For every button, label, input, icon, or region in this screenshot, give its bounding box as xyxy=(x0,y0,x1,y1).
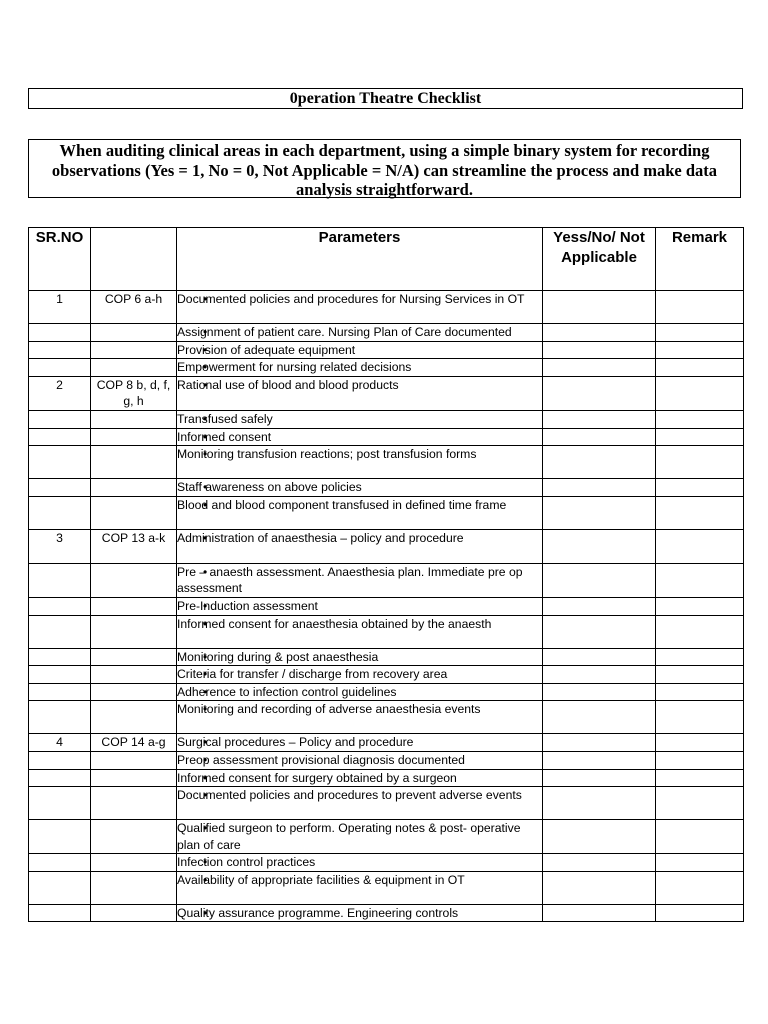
remark-cell[interactable] xyxy=(656,359,744,377)
sr-no-cell xyxy=(29,410,91,428)
sr-no-cell xyxy=(29,446,91,479)
table-row xyxy=(29,666,744,684)
parameter-cell: • Preop assessment provisional diagnosis documented xyxy=(177,751,543,769)
status-cell[interactable] xyxy=(543,683,656,701)
sr-no-cell xyxy=(29,820,91,854)
table-row xyxy=(29,376,744,410)
header-parameters: Parameters xyxy=(177,228,543,291)
remark-cell[interactable] xyxy=(656,769,744,787)
table-row xyxy=(29,291,744,324)
remark-cell[interactable] xyxy=(656,666,744,684)
status-cell[interactable] xyxy=(543,376,656,410)
remark-cell[interactable] xyxy=(656,904,744,922)
sr-no-cell xyxy=(29,341,91,359)
status-cell[interactable] xyxy=(543,446,656,479)
sr-no-cell xyxy=(29,615,91,648)
status-cell[interactable] xyxy=(543,597,656,615)
cop-code-cell xyxy=(91,820,177,854)
table-row xyxy=(29,683,744,701)
remark-cell[interactable] xyxy=(656,291,744,324)
parameter-cell: • Administration of anaesthesia – policy and procedure xyxy=(177,529,543,563)
parameter-cell: • Availability of appropriate facilities & equipment in OT xyxy=(177,871,543,904)
sr-no-cell xyxy=(29,324,91,342)
status-cell[interactable] xyxy=(543,291,656,324)
table-row xyxy=(29,701,744,734)
status-cell[interactable] xyxy=(543,529,656,563)
cop-code-cell: COP 13 a-k xyxy=(91,529,177,563)
sr-no-cell xyxy=(29,854,91,872)
parameter-cell: • Rational use of blood and blood products xyxy=(177,376,543,410)
parameter-cell: • Quality assurance programme. Engineering controls xyxy=(177,904,543,922)
remark-cell[interactable] xyxy=(656,648,744,666)
sr-no-cell xyxy=(29,428,91,446)
status-cell[interactable] xyxy=(543,701,656,734)
cop-code-cell xyxy=(91,597,177,615)
remark-cell[interactable] xyxy=(656,683,744,701)
table-row xyxy=(29,563,744,597)
status-cell[interactable] xyxy=(543,854,656,872)
parameter-cell: • Pre – anaesth assessment. Anaesthesia plan. Immediate pre op assessment xyxy=(177,563,543,597)
header-remark: Remark xyxy=(656,228,744,291)
sr-no-cell xyxy=(29,683,91,701)
sr-no-cell: 2 xyxy=(29,376,91,410)
parameter-cell: • Pre-Induction assessment xyxy=(177,597,543,615)
status-cell[interactable] xyxy=(543,751,656,769)
table-row xyxy=(29,529,744,563)
remark-cell[interactable] xyxy=(656,854,744,872)
parameter-cell: • Documented policies and procedures for Nursing Services in OT xyxy=(177,291,543,324)
sr-no-cell xyxy=(29,701,91,734)
table-body xyxy=(29,291,744,922)
table-row xyxy=(29,324,744,342)
remark-cell[interactable] xyxy=(656,496,744,529)
status-cell[interactable] xyxy=(543,324,656,342)
parameter-cell: • Assignment of patient care. Nursing Plan of Care documented xyxy=(177,324,543,342)
sr-no-cell xyxy=(29,496,91,529)
sr-no-cell: 4 xyxy=(29,734,91,752)
cop-code-cell: COP 8 b, d, f, g, h xyxy=(91,376,177,410)
remark-cell[interactable] xyxy=(656,597,744,615)
table-row xyxy=(29,904,744,922)
status-cell[interactable] xyxy=(543,479,656,497)
parameter-cell: • Monitoring during & post anaesthesia xyxy=(177,648,543,666)
status-cell[interactable] xyxy=(543,496,656,529)
remark-cell[interactable] xyxy=(656,563,744,597)
header-sr-no: SR.NO xyxy=(29,228,91,291)
document-title: 0peration Theatre Checklist xyxy=(28,88,743,109)
sr-no-cell xyxy=(29,871,91,904)
table-row xyxy=(29,479,744,497)
sr-no-cell xyxy=(29,666,91,684)
remark-cell[interactable] xyxy=(656,787,744,820)
remark-cell[interactable] xyxy=(656,751,744,769)
parameter-cell: • Informed consent for anaesthesia obtained by the anaesth xyxy=(177,615,543,648)
parameter-cell: • Infection control practices xyxy=(177,854,543,872)
table-row xyxy=(29,854,744,872)
status-cell[interactable] xyxy=(543,410,656,428)
remark-cell[interactable] xyxy=(656,428,744,446)
cop-code-cell xyxy=(91,324,177,342)
cop-code-cell xyxy=(91,446,177,479)
status-cell[interactable] xyxy=(543,648,656,666)
sr-no-cell xyxy=(29,597,91,615)
parameter-cell: • Provision of adequate equipment xyxy=(177,341,543,359)
remark-cell[interactable] xyxy=(656,529,744,563)
parameter-cell: • Informed consent xyxy=(177,428,543,446)
table-row xyxy=(29,787,744,820)
parameter-cell: • Qualified surgeon to perform. Operating notes & post- operative plan of care xyxy=(177,820,543,854)
table-row xyxy=(29,820,744,854)
remark-cell[interactable] xyxy=(656,410,744,428)
table-row xyxy=(29,648,744,666)
table-row xyxy=(29,751,744,769)
parameter-cell: • Adherence to infection control guidelines xyxy=(177,683,543,701)
remark-cell[interactable] xyxy=(656,820,744,854)
table-row xyxy=(29,615,744,648)
sr-no-cell xyxy=(29,563,91,597)
remark-cell[interactable] xyxy=(656,341,744,359)
sr-no-cell xyxy=(29,904,91,922)
cop-code-cell xyxy=(91,854,177,872)
cop-code-cell xyxy=(91,563,177,597)
parameter-cell: • Empowerment for nursing related decisions xyxy=(177,359,543,377)
sr-no-cell xyxy=(29,359,91,377)
table-row xyxy=(29,769,744,787)
cop-code-cell: COP 14 a-g xyxy=(91,734,177,752)
table-row xyxy=(29,496,744,529)
remark-cell[interactable] xyxy=(656,376,744,410)
status-cell[interactable] xyxy=(543,615,656,648)
status-cell[interactable] xyxy=(543,769,656,787)
sr-no-cell xyxy=(29,751,91,769)
checklist-table xyxy=(28,227,744,922)
cop-code-cell xyxy=(91,683,177,701)
status-cell[interactable] xyxy=(543,341,656,359)
table-row xyxy=(29,734,744,752)
cop-code-cell xyxy=(91,496,177,529)
parameter-cell: • Criteria for transfer / discharge from recovery area xyxy=(177,666,543,684)
status-cell[interactable] xyxy=(543,787,656,820)
parameter-cell: • Monitoring and recording of adverse anaesthesia events xyxy=(177,701,543,734)
parameter-cell: • Informed consent for surgery obtained by a surgeon xyxy=(177,769,543,787)
cop-code-cell xyxy=(91,479,177,497)
table-row xyxy=(29,359,744,377)
parameter-cell: • Blood and blood component transfused in defined time frame xyxy=(177,496,543,529)
remark-cell[interactable] xyxy=(656,701,744,734)
parameter-cell: • Staff awareness on above policies xyxy=(177,479,543,497)
parameter-cell: • Monitoring transfusion reactions; post transfusion forms xyxy=(177,446,543,479)
header-code xyxy=(91,228,177,291)
remark-cell[interactable] xyxy=(656,615,744,648)
sr-no-cell xyxy=(29,648,91,666)
parameter-cell: • Surgical procedures – Policy and procedure xyxy=(177,734,543,752)
sr-no-cell xyxy=(29,769,91,787)
status-cell[interactable] xyxy=(543,871,656,904)
sr-no-cell xyxy=(29,787,91,820)
cop-code-cell xyxy=(91,701,177,734)
table-row xyxy=(29,341,744,359)
header-row xyxy=(29,228,744,291)
cop-code-cell xyxy=(91,666,177,684)
table-row xyxy=(29,871,744,904)
cop-code-cell xyxy=(91,410,177,428)
status-cell[interactable] xyxy=(543,359,656,377)
cop-code-cell xyxy=(91,648,177,666)
intro-text: When auditing clinical areas in each department, using a simple binary system for recording observations (Yes = 1, No = 0, Not Applicable = N/A) can streamline the process and make data analysis straightforward. xyxy=(28,139,741,198)
cop-code-cell xyxy=(91,341,177,359)
cop-code-cell xyxy=(91,787,177,820)
table-row xyxy=(29,597,744,615)
cop-code-cell xyxy=(91,428,177,446)
sr-no-cell xyxy=(29,479,91,497)
table-row xyxy=(29,428,744,446)
parameter-cell: • Documented policies and procedures to prevent adverse events xyxy=(177,787,543,820)
cop-code-cell xyxy=(91,751,177,769)
parameter-cell: • Transfused safely xyxy=(177,410,543,428)
status-cell[interactable] xyxy=(543,563,656,597)
sr-no-cell: 3 xyxy=(29,529,91,563)
table-row xyxy=(29,446,744,479)
status-cell[interactable] xyxy=(543,820,656,854)
sr-no-cell: 1 xyxy=(29,291,91,324)
table-row xyxy=(29,410,744,428)
status-cell[interactable] xyxy=(543,734,656,752)
cop-code-cell xyxy=(91,615,177,648)
cop-code-cell xyxy=(91,871,177,904)
status-cell[interactable] xyxy=(543,904,656,922)
remark-cell[interactable] xyxy=(656,446,744,479)
remark-cell[interactable] xyxy=(656,479,744,497)
status-cell[interactable] xyxy=(543,428,656,446)
header-status: Yess/No/ Not Applicable xyxy=(543,228,656,291)
cop-code-cell xyxy=(91,359,177,377)
remark-cell[interactable] xyxy=(656,324,744,342)
cop-code-cell xyxy=(91,904,177,922)
remark-cell[interactable] xyxy=(656,871,744,904)
cop-code-cell xyxy=(91,769,177,787)
remark-cell[interactable] xyxy=(656,734,744,752)
status-cell[interactable] xyxy=(543,666,656,684)
cop-code-cell: COP 6 a-h xyxy=(91,291,177,324)
